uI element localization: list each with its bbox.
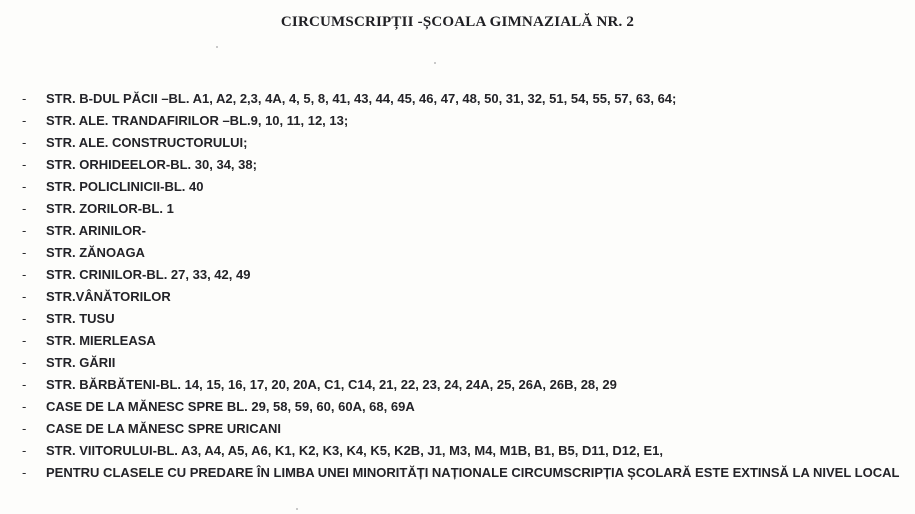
list-item xyxy=(22,462,907,484)
list-item xyxy=(22,374,907,396)
list-item xyxy=(22,440,907,462)
list-bullet: - xyxy=(22,91,27,106)
list-item xyxy=(22,396,907,418)
list-bullet: - xyxy=(22,377,27,392)
list-item xyxy=(22,154,907,176)
list-item xyxy=(22,330,907,352)
list-item-text: CASE DE LA MĂNESC SPRE URICANI xyxy=(46,421,281,436)
list-item-text: STR. ALE. TRANDAFIRILOR –BL.9, 10, 11, 12, 13; xyxy=(46,113,349,128)
list-bullet: - xyxy=(22,443,27,458)
list-item-text: STR. GĂRII xyxy=(46,355,116,370)
list-item-text: STR. ARINILOR- xyxy=(46,223,146,238)
list-item xyxy=(22,308,907,330)
list-item xyxy=(22,198,907,220)
list-item-text: STR. MIERLEASA xyxy=(46,333,156,348)
list-item-text: CASE DE LA MĂNESC SPRE BL. 29, 58, 59, 60, 60A, 68, 69A xyxy=(46,399,415,414)
list-item xyxy=(22,418,907,440)
list-item-text: STR. ZORILOR-BL. 1 xyxy=(46,201,174,216)
scan-speck xyxy=(216,46,218,48)
list-bullet: - xyxy=(22,311,27,326)
list-bullet: - xyxy=(22,223,27,238)
list-item xyxy=(22,110,907,132)
list-bullet: - xyxy=(22,267,27,282)
list-item-text: STR. B-DUL PĂCII –BL. A1, A2, 2,3, 4A, 4, 5, 8, 41, 43, 44, 45, 46, 47, 48, 50, 31, 32, 51, 54, 55, 57, 63, 64; xyxy=(46,91,677,106)
list-item xyxy=(22,286,907,308)
list-item-text: STR. ALE. CONSTRUCTORULUI; xyxy=(46,135,248,150)
scan-speck xyxy=(434,62,436,64)
list-bullet: - xyxy=(22,245,27,260)
list-bullet: - xyxy=(22,135,27,150)
list-bullet: - xyxy=(22,201,27,216)
list-bullet: - xyxy=(22,157,27,172)
list-item-text: PENTRU CLASELE CU PREDARE ÎN LIMBA UNEI MINORITĂȚI NAȚIONALE CIRCUMSCRIPȚIA ȘCOLARĂ ESTE EXTINSĂ LA NIVEL LOCAL xyxy=(46,465,900,480)
list-item xyxy=(22,176,907,198)
list-bullet: - xyxy=(22,289,27,304)
list-item xyxy=(22,132,907,154)
list-bullet: - xyxy=(22,355,27,370)
list-item-text: STR. VIITORULUI-BL. A3, A4, A5, A6, K1, K2, K3, K4, K5, K2B, J1, M3, M4, M1B, B1, B5, D11, D12, E1, xyxy=(46,443,663,458)
document-title: CIRCUMSCRIPȚII -ȘCOALA GIMNAZIALĂ NR. 2 xyxy=(280,14,635,30)
scan-speck xyxy=(296,508,298,510)
district-list xyxy=(22,88,907,484)
list-item-text: STR. BĂRBĂTENI-BL. 14, 15, 16, 17, 20, 20A, C1, C14, 21, 22, 23, 24, 24A, 25, 26A, 26B, 28, 29 xyxy=(46,377,617,392)
list-item xyxy=(22,264,907,286)
list-item-text: STR. TUSU xyxy=(46,311,115,326)
list-bullet: - xyxy=(22,179,27,194)
list-bullet: - xyxy=(22,333,27,348)
list-item xyxy=(22,352,907,374)
list-item-text: STR. ORHIDEELOR-BL. 30, 34, 38; xyxy=(46,157,257,172)
list-item-text: STR. ZĂNOAGA xyxy=(46,245,145,260)
list-bullet: - xyxy=(22,113,27,128)
list-item xyxy=(22,88,907,110)
list-item xyxy=(22,220,907,242)
list-bullet: - xyxy=(22,421,27,436)
list-item-text: STR. POLICLINICII-BL. 40 xyxy=(46,179,204,194)
list-item-text: STR. CRINILOR-BL. 27, 33, 42, 49 xyxy=(46,267,251,282)
list-bullet: - xyxy=(22,399,27,414)
list-bullet: - xyxy=(22,465,27,480)
list-item xyxy=(22,242,907,264)
list-item-text: STR.VÂNĂTORILOR xyxy=(46,289,171,304)
